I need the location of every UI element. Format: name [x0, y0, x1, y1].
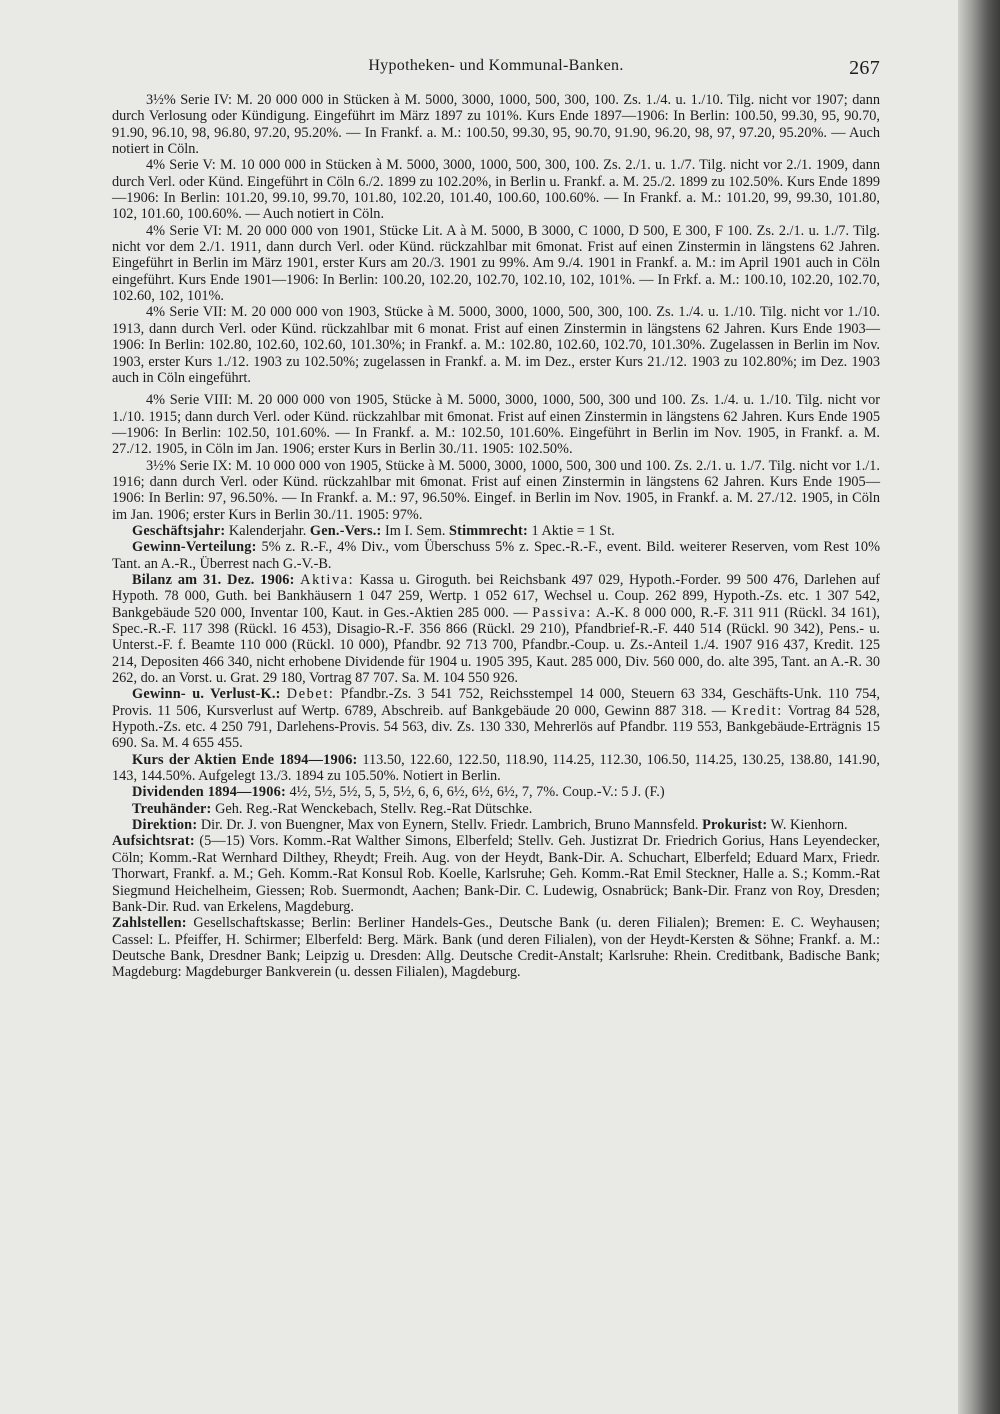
geschaeftsjahr-label: Geschäftsjahr: [132, 522, 226, 539]
scan-binding-edge [958, 0, 1000, 1414]
kredit-text: Vortrag 84 528, Hypoth.-Zs. etc. 4 250 791, Darlehens-Provis. 54 563, div. Zs. 130 330, Mehrerlös auf Pfandbr. 119 553, Bankgebäude-Erträgnis 15 690. Sa. M. 4 655 455. [112, 702, 880, 752]
bilanz-paragraph [112, 572, 880, 686]
dividenden-label: Dividenden 1894—1906: [132, 784, 286, 801]
dividenden-paragraph [112, 784, 880, 800]
zahlstellen-text: Gesellschaftskasse; Berlin: Berliner Handels-Ges., Deutsche Bank (u. deren Filialen); Bremen: E. C. Weyhausen; Cassel: L. Pfeiffer, H. Schirmer; Elberfeld: Berg. Märk. Bank (und deren Filialen), von der Heydt-Kersten & Söhne; Frankf. a. M.: Deutsche Bank, Dresdner Bank; Leipzig u. Dresden: Allg. Deutsche Credit-Anstalt; Karlsruhe: Rhein. Creditbank, Badische Bank; Magdeburg: Magdeburger Bankverein (u. dessen Filialen), Magdeburg. [112, 915, 880, 981]
direktion-label: Direktion: [132, 817, 198, 834]
direktion-text: Dir. Dr. J. von Buengner, Max von Eynern, Stellv. Friedr. Lambrich, Bruno Mannsfeld. [197, 817, 699, 834]
gewinn-verteilung-text: 5% z. R.-F., 4% Div., vom Überschuss 5% z. Spec.-R.-F., event. Bild. weiterer Reserven, vom Rest 10% Tant. an A.-R., Überrest nach G.-V.-B. [112, 539, 880, 572]
passiva-text: A.-K. 8 000 000, R.-F. 311 911 (Rückl. 34 161), Spec.-R.-F. 117 398 (Rückl. 16 453), Disagio-R.-F. 356 866 (Rückl. 29 210), Pfandbrief-R.-F. 440 514 (Rückl. 90 342), Pens.- u. Unterst.-F. f. Beamte 110 000 (Rückl. 10 000), Pfandbr. 92 713 700, Pfandbr.-Coup. u. Zs.-Anteil 1./4. 1907 916 437, Kredit. 125 214, Depositen 466 340, nicht erhobene Dividende für 1904 u. 1905 395, Kaut. 285 000, Div. 560 000, do. alte 395, Tant. an A.-R. 30 262, do. an Vorst. u. Grat. 29 180, Vortrag 87 707. Sa. M. 104 550 926. [112, 604, 880, 687]
page-header [112, 58, 880, 92]
serie-iv-paragraph: 3½% Serie IV: M. 20 000 000 in Stücken à M. 5000, 3000, 1000, 500, 300, 100. Zs. 1./4. u. 1./10. Tilg. nicht vor 1907; dann durch Verlosung oder Kündigung. Eingeführt im März 1897 zu 101%. Kurs Ende 1897—1906: In Berlin: 100.50, 99.30, 95, 90.70, 91.90, 96.10, 98, 96.80, 97.20, 95.20%. — In Frankf. a. M.: 100.50, 99.30, 95, 90.70, 91.90, 96.20, 98, 97, 97.20, 95.20%. — Auch notiert in Cöln. [112, 92, 880, 158]
gen-vers-label: Gen.-Vers.: [309, 522, 382, 539]
aktiva-text: Kassa u. Giroguth. bei Reichsbank 497 029, Hypoth.-Forder. 99 500 476, Darlehen auf Hypoth. 78 000, Guth. bei Bankhäusern 1 047 259, Wertp. 1 052 617, Wechsel u. Coup. 262 899, Hypoth.-Zs. etc. 1 307 542, Bankgebäude 520 000, Inventar 100, Kaut. in Ges.-Aktien 285 000. — [112, 571, 881, 621]
serie-vii-paragraph: 4% Serie VII: M. 20 000 000 von 1903, Stücke à M. 5000, 3000, 1000, 500, 300, 100. Zs. 1./4. u. 1./10. Tilg. nicht vor 1./10. 1913, dann durch Verl. oder Künd. rückzahlbar mit 6 monat. Frist auf einen Zinstermin in längstens 62 Jahren. Kurs Ende 1903—1906: In Berlin: 102.80, 102.60, 102.60, 101.30%; in Frankf. a. M.: 102.80, 102.60, 102.70, 101.30%. Zugelassen in Berlin im Nov. 1903, erster Kurs 1./12. 1903 zu 102.50%; zugelassen in Frankf. a. M. im Dez., erster Kurs 21./12. 1903 zu 102.80%; im Dez. 1903 auch in Cöln eingeführt. [112, 304, 880, 386]
aufsichtsrat-label: Aufsichtsrat: [112, 833, 195, 850]
passiva-label: Passiva: [532, 604, 592, 621]
aktiva-label: Aktiva: [300, 571, 355, 588]
serie-ix-paragraph: 3½% Serie IX: M. 10 000 000 von 1905, Stücke à M. 5000, 3000, 1000, 500, 300 und 100. Zs. 2./1. u. 1./7. Tilg. nicht vor 1./1. 1916; dann durch Verl. oder Künd. rückzahlbar mit 6monat. Frist auf einen Zinstermin in längstens 62 Jahren. Kurs Ende 1905—1906: In Berlin: 97, 96.50%. — In Frankf. a. M.: 97, 96.50%. Eingef. in Berlin im Nov. 1905, in Frankf. a. M. 27./12. 1905, in Cöln im Jan. 1906; erster Kurs in Berlin 30./11. 1905: 97%. [112, 457, 880, 523]
running-title: Hypotheken- und Kommunal-Banken. [368, 57, 624, 74]
direktion-paragraph [112, 817, 880, 833]
document-page [112, 58, 880, 981]
debet-label: Debet: [286, 686, 335, 703]
zahlstellen-paragraph [112, 915, 880, 980]
kurs-aktien-label: Kurs der Aktien Ende 1894—1906: [132, 751, 358, 768]
gewinn-verteilung-paragraph [112, 539, 880, 572]
page-number: 267 [849, 57, 880, 79]
serie-v-paragraph: 4% Serie V: M. 10 000 000 in Stücken à M. 5000, 3000, 1000, 500, 300, 100. Zs. 2./1. u. 1./7. Tilg. nicht vor 2./1. 1909, dann durch Verl. oder Künd. Eingeführt in Cöln 6./2. 1899 zu 102.20%, in Berlin u. Frankf. a. M. 25./2. 1899 zu 102.50%. Kurs Ende 1899—1906: In Berlin: 101.20, 99.10, 99.70, 101.80, 102.20, 101.40, 100.60, 100.60%. — In Frankf. a. M.: 101.20, 99, 99.30, 101.80, 102, 101.60, 100.60%. — Auch notiert in Cöln. [112, 157, 880, 223]
aufsichtsrat-text: (5—15) Vors. Komm.-Rat Walther Simons, Elberfeld; Stellv. Geh. Justizrat Dr. Friedrich Gorius, Hans Leyendecker, Cöln; Komm.-Rat Wernhard Dilthey, Rheydt; Freih. Aug. von der Heydt, Bank-Dir. A. Schuchart, Elberfeld; Eduard Marx, Friedr. Thorwart, Frankf. a. M.; Geh. Komm.-Rat Konsul Rob. Koelle, Karlsruhe; Geh. Komm.-Rat Emil Steckner, Halle a. S.; Komm.-Rat Siegmund Heichelheim, Giessen; Rob. Suermondt, Aachen; Bank-Dir. C. Ludewig, Osnabrück; Bank-Dir. Franz von Roy, Dresden; Bank-Dir. Rud. van Erkelens, Magdeburg. [112, 833, 880, 915]
geschaeftsjahr-line [112, 523, 880, 539]
debet-text: Pfandbr.-Zs. 3 541 752, Reichsstempel 14 000, Steuern 63 334, Geschäfts-Unk. 110 754, Provis. 11 506, Kursverlust auf Wertp. 6789, Abschreib. auf Bankgebäude 20 000, Gewinn 887 318. — [112, 686, 880, 719]
kurs-aktien-text: 113.50, 122.60, 122.50, 118.90, 114.25, 112.30, 106.50, 114.25, 130.25, 138.80, 141.90, 143, 144.50%. Aufgelegt 13./3. 1894 zu 105.50%. Notiert in Berlin. [112, 751, 880, 785]
kredit-label: Kredit: [731, 702, 783, 719]
serie-vi-paragraph: 4% Serie VI: M. 20 000 000 von 1901, Stücke Lit. A à M. 5000, B 3000, C 1000, D 500, E 300, F 100. Zs. 2./1. u. 1./7. Tilg. nicht vor dem 2./1. 1911, dann durch Verl. oder Künd. rückzahlbar mit 6monat. Frist auf einen Zinstermin in längstens 62 Jahren. Eingeführt in Berlin im März 1901, erster Kurs am 20./3. 1901 zu 99%. Am 9./4. 1901 in Frankf. a. M.: im April 1901 auch in Cöln eingeführt. Kurs Ende 1901—1906: In Berlin: 100.20, 102.20, 102.70, 102.10, 102, 101%. — In Frkf. a. M.: 100.10, 102.20, 102.70, 102.60, 102, 101%. [112, 222, 880, 305]
prokurist-label: Prokurist: [702, 817, 768, 834]
prokurist-text: W. Kienhorn. [767, 817, 848, 834]
gewinn-verlust-paragraph [112, 686, 880, 751]
zahlstellen-label: Zahlstellen: [112, 915, 187, 932]
gen-vers-text: Im I. Sem. [381, 522, 446, 539]
treuhaender-label: Treuhänder: [132, 800, 212, 817]
stimmrecht-label: Stimmrecht: [448, 522, 528, 539]
treuhaender-paragraph [112, 801, 880, 817]
serie-viii-paragraph: 4% Serie VIII: M. 20 000 000 von 1905, Stücke à M. 5000, 3000, 1000, 500, 300 und 100. Zs. 1./4. u. 1./10. Tilg. nicht vor 1./10. 1915; dann durch Verl. oder Künd. rückzahlbar mit 6monat. Frist auf einen Zinstermin in längstens 62 Jahren. Kurs Ende 1905—1906: In Berlin: 102.50, 101.60%. — In Frankf. a. M.: 102.50, 101.60%. Eingeführt in Berlin im Nov. 1905, in Frankf. a. M. 27./12. 1905, in Cöln im Jan. 1906; erster Kurs in Berlin 30./11. 1905: 102.50%. [112, 392, 880, 458]
gewinn-verteilung-label: Gewinn-Verteilung: [132, 539, 257, 556]
kurs-aktien-paragraph [112, 752, 880, 785]
geschaeftsjahr-text: Kalenderjahr. [225, 522, 307, 539]
treuhaender-text: Geh. Reg.-Rat Wenckebach, Stellv. Reg.-Rat Dütschke. [211, 800, 533, 817]
dividenden-text: 4½, 5½, 5½, 5, 5, 5½, 6, 6, 6½, 6½, 6½, 7, 7%. Coup.-V.: 5 J. (F.) [285, 784, 665, 801]
stimmrecht-text: 1 Aktie = 1 St. [527, 522, 615, 539]
gewinn-verlust-label: Gewinn- u. Verlust-K.: [132, 686, 281, 703]
aufsichtsrat-paragraph [112, 833, 880, 915]
bilanz-label: Bilanz am 31. Dez. 1906: [132, 571, 295, 588]
